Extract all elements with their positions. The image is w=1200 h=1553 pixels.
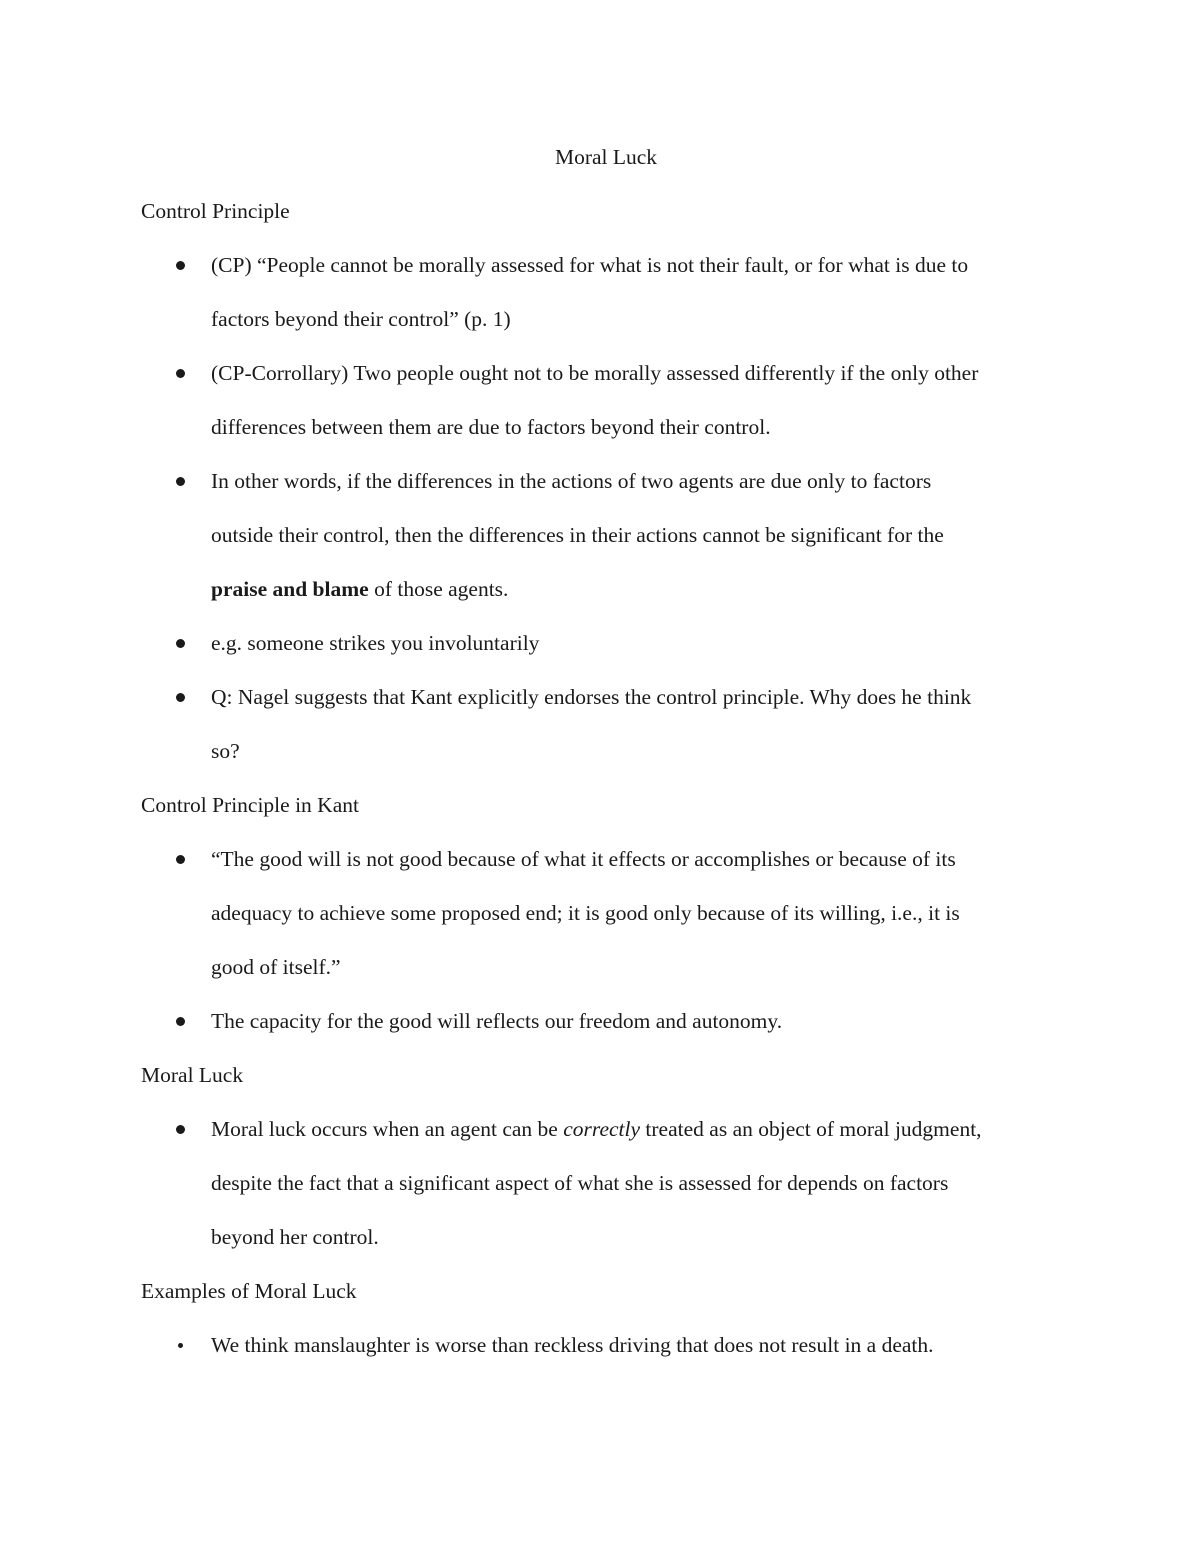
list-item <box>141 454 1071 616</box>
list-item-text-post: treated as an object of moral judgment, <box>640 1117 982 1141</box>
bullet-list <box>141 1318 1071 1372</box>
bullet-icon <box>176 1017 185 1026</box>
list-item-text-rest: of those agents. <box>368 577 509 601</box>
list-item-text: adequacy to achieve some proposed end; it is good only because of its willing, i.e., it is <box>211 901 960 925</box>
list-item-text: Q: Nagel suggests that Kant explicitly endorses the control principle. Why does he think <box>211 685 972 709</box>
section-heading: Moral Luck <box>141 1063 244 1087</box>
list-item <box>141 832 1071 994</box>
document-title: Moral Luck <box>554 145 658 169</box>
list-item <box>141 1102 1071 1264</box>
bullet-icon <box>176 693 185 702</box>
list-item-text: so? <box>211 739 240 763</box>
bullet-icon <box>176 369 185 378</box>
list-item-text: In other words, if the differences in the actions of two agents are due only to factors <box>211 469 932 493</box>
list-item <box>141 616 1071 670</box>
list-item-text: e.g. someone strikes you involuntarily <box>211 631 540 655</box>
list-item <box>141 238 1071 346</box>
bullet-icon <box>176 639 185 648</box>
list-item-text: good of itself.” <box>211 955 341 979</box>
list-item-text: differences between them are due to factors beyond their control. <box>211 415 771 439</box>
list-item-text: despite the fact that a significant aspect of what she is assessed for depends on factors <box>211 1171 949 1195</box>
list-item-text: factors beyond their control” (p. 1) <box>211 307 511 331</box>
bullet-icon <box>176 1125 185 1134</box>
bullet-icon <box>176 477 185 486</box>
italic-word: correctly <box>563 1117 641 1141</box>
list-item-text: We think manslaughter is worse than reckless driving that does not result in a death. <box>211 1333 934 1357</box>
list-item-text-pre: Moral luck occurs when an agent can be <box>211 1117 564 1141</box>
list-item-text: The capacity for the good will reflects our freedom and autonomy. <box>211 1009 783 1033</box>
bullet-list <box>141 832 1071 1048</box>
bullet-icon <box>176 261 185 270</box>
list-item-text: outside their control, then the differences in their actions cannot be significant for the <box>211 523 944 547</box>
list-item <box>141 346 1071 454</box>
bullet-icon <box>178 1343 183 1348</box>
list-item-text: “The good will is not good because of what it effects or accomplishes or because of its <box>211 847 956 871</box>
bullet-list <box>141 238 1071 778</box>
document-page <box>141 130 1071 1372</box>
bullet-list <box>141 1102 1071 1264</box>
list-item <box>141 670 1071 778</box>
list-item-text <box>211 562 1071 616</box>
list-item-text: beyond her control. <box>211 1225 379 1249</box>
list-item <box>141 994 1071 1048</box>
bullet-icon <box>176 855 185 864</box>
list-item-text: (CP-Corrollary) Two people ought not to be morally assessed differently if the only other <box>211 361 979 385</box>
list-item <box>141 1318 1071 1372</box>
section-heading: Control Principle <box>141 199 290 223</box>
list-item-text: (CP) “People cannot be morally assessed for what is not their fault, or for what is due to <box>211 253 969 277</box>
section-heading: Examples of Moral Luck <box>141 1279 357 1303</box>
section-heading: Control Principle in Kant <box>141 793 359 817</box>
list-item-text <box>211 1102 1071 1156</box>
bold-phrase: praise and blame <box>211 577 369 601</box>
